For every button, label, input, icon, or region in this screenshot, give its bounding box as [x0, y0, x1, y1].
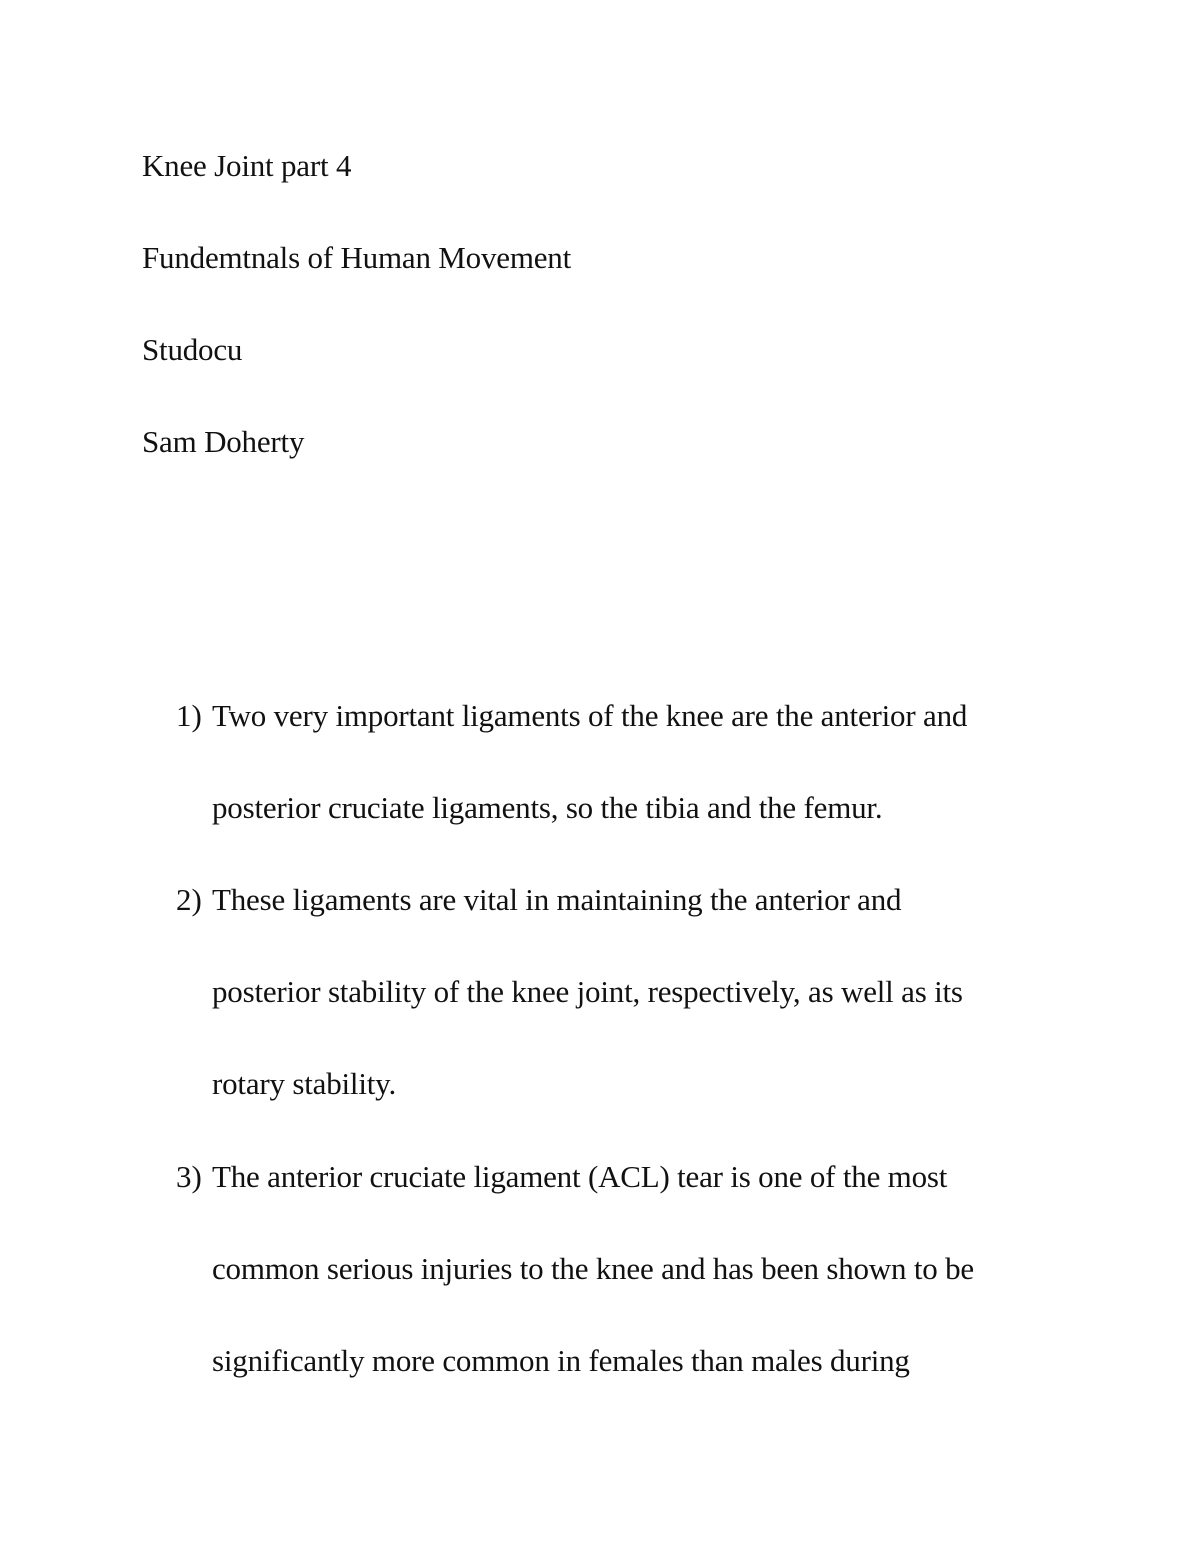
course-name: Fundemtnals of Human Movement [142, 240, 572, 275]
document-title: Knee Joint part 4 [142, 148, 352, 183]
list-item-line: significantly more common in females than males during [212, 1343, 910, 1378]
list-item-line: The anterior cruciate ligament (ACL) tear is one of the most [212, 1159, 948, 1194]
list-item-line: rotary stability. [212, 1066, 396, 1101]
list-item-number: 1) [176, 698, 202, 733]
author-name: Sam Doherty [142, 424, 305, 459]
list-item-number: 3) [176, 1159, 202, 1194]
list-item-line: posterior cruciate ligaments, so the tibia and the femur. [212, 790, 883, 825]
list-item-line: These ligaments are vital in maintaining the anterior and [212, 882, 902, 917]
source-name: Studocu [142, 332, 243, 367]
list-item-line: common serious injuries to the knee and has been shown to be [212, 1251, 974, 1286]
list-item-number: 2) [176, 882, 202, 917]
list-item-line: posterior stability of the knee joint, respectively, as well as its [212, 974, 963, 1009]
list-item-line: Two very important ligaments of the knee are the anterior and [212, 698, 968, 733]
